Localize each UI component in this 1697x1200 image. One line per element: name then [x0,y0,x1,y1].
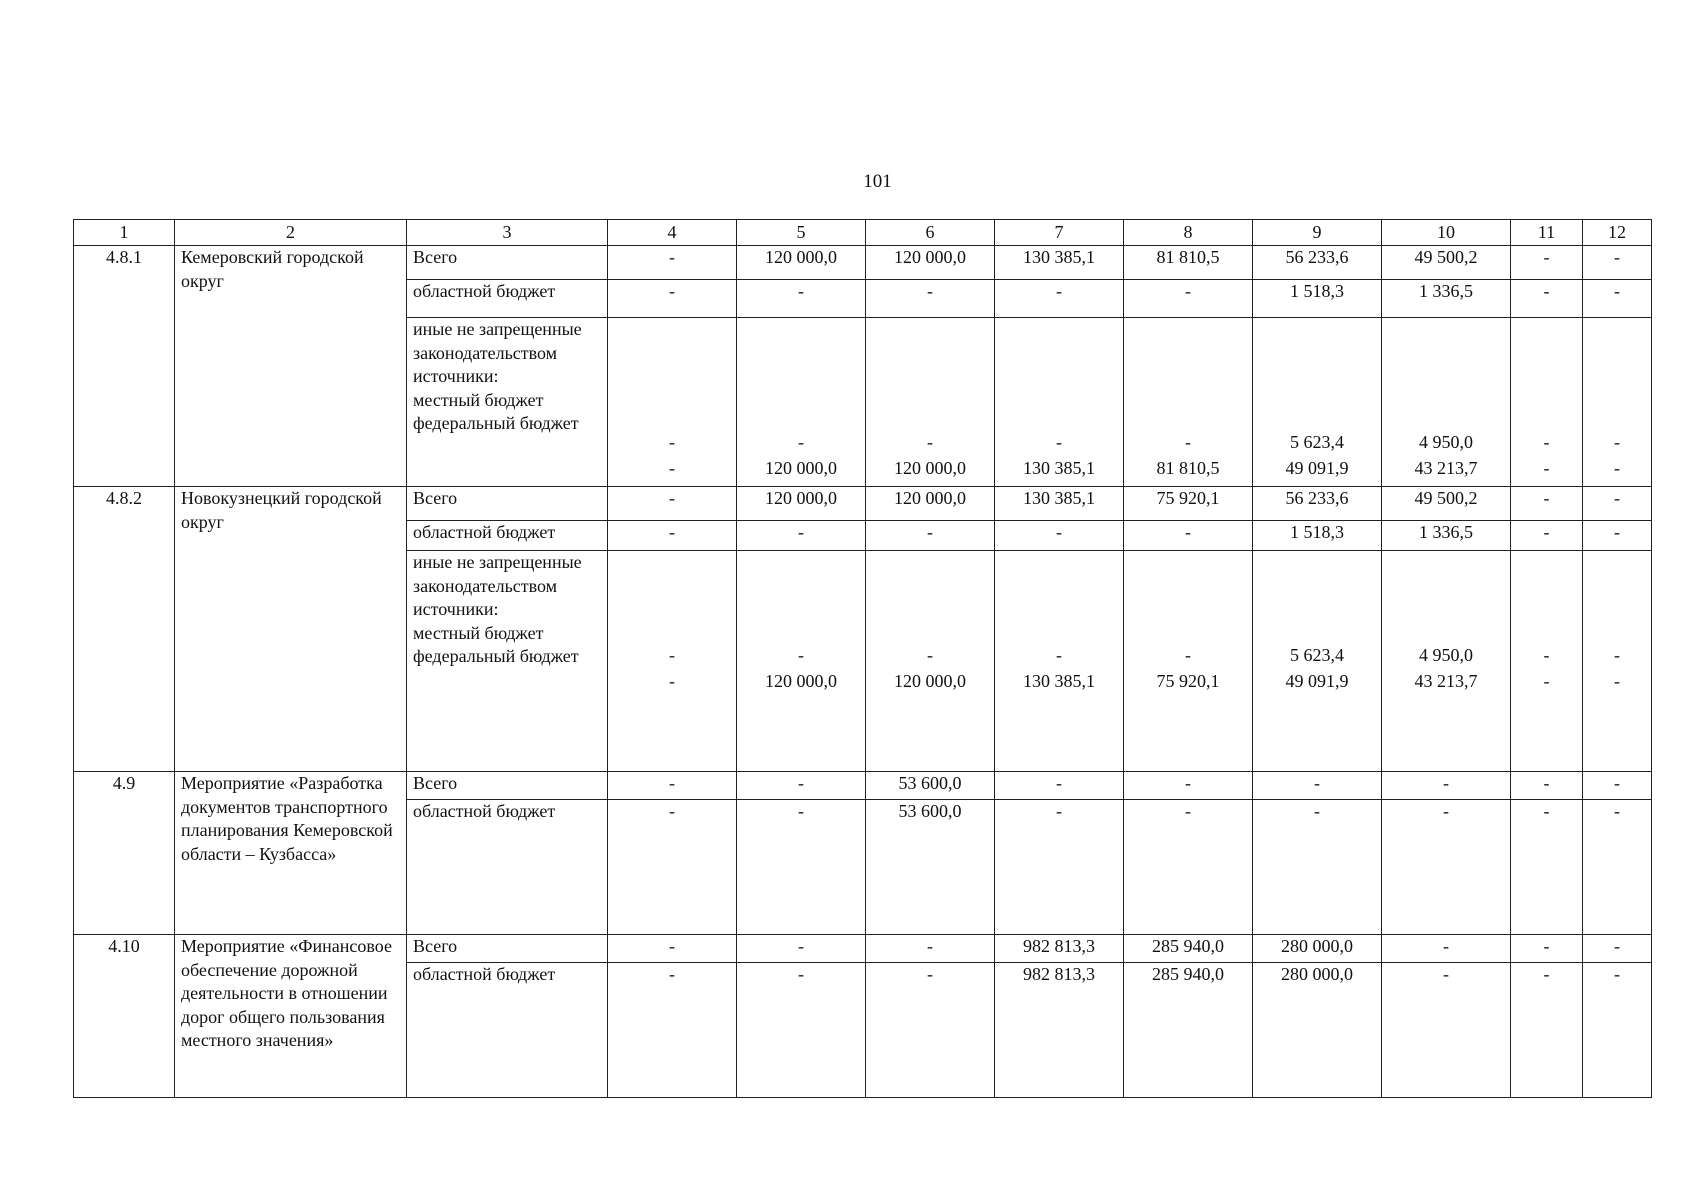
value: 5 623,4 [1290,645,1344,665]
value-cell: - [1511,935,1583,963]
value-cell: - [1511,521,1583,551]
value-cell: - [1583,772,1652,800]
value: - [1614,457,1620,478]
value-cell: - [608,521,737,551]
value: - [1056,645,1062,665]
value-cell: - [1382,800,1511,935]
table-body [74,246,1652,1098]
value: 4 950,0 [1419,432,1473,452]
value-cell: - [1511,800,1583,935]
value-cell: 81 810,5 [1124,246,1253,280]
value-cell: 982 813,3 [995,935,1124,963]
value-cell: - [995,521,1124,551]
value: - [1056,432,1062,452]
value-spacer [1001,693,1117,697]
value-cell: - [1583,521,1652,551]
header-cell: 4 [608,220,737,246]
value-cell [995,318,1124,487]
value-cell [737,551,866,772]
value-cell: 49 500,2 [1382,487,1511,521]
value-cell: - [1583,963,1652,1098]
value: - [798,432,804,452]
value-cell: - [1511,280,1583,318]
value: 120 000,0 [894,670,966,691]
value-spacer [614,480,730,484]
value: 5 623,4 [1290,432,1344,452]
value: 81 810,5 [1156,457,1220,478]
value: 120 000,0 [894,457,966,478]
item-code-cell: 4.8.2 [74,487,175,772]
funding-source-label: федеральный бюджет [413,646,579,666]
value-spacer [1517,480,1576,484]
value: - [669,432,675,452]
value-cell [737,318,866,487]
value: - [1185,432,1191,452]
value-cell [995,551,1124,772]
value-cell: - [1124,280,1253,318]
value-cell: - [1583,487,1652,521]
value-cell [1253,318,1382,487]
value-cell: - [1124,521,1253,551]
value-cell [1511,318,1583,487]
value-cell: - [1511,487,1583,521]
table-row [74,246,1652,280]
value-cell: 75 920,1 [1124,487,1253,521]
funding-source-cell: областной бюджет [407,800,608,935]
value: - [1185,645,1191,665]
value: - [669,457,675,478]
value-cell: - [737,963,866,1098]
value-cell: 1 336,5 [1382,521,1511,551]
table-row [74,935,1652,963]
value: 49 091,9 [1285,670,1349,691]
value-cell: 1 518,3 [1253,521,1382,551]
page-number: 101 [863,171,892,192]
header-cell: 11 [1511,220,1583,246]
header-row [74,220,1652,246]
value-cell: - [1511,963,1583,1098]
value-cell: - [737,800,866,935]
value-spacer [1388,693,1504,697]
value-cell: 130 385,1 [995,246,1124,280]
value-spacer [614,693,730,697]
value-cell [866,551,995,772]
funding-source-label: федеральный бюджет [413,413,579,433]
value-cell: 130 385,1 [995,487,1124,521]
value-cell: 53 600,0 [866,772,995,800]
value-cell: 280 000,0 [1253,963,1382,1098]
funding-source-cell: областной бюджет [407,963,608,1098]
value: 43 213,7 [1414,670,1478,691]
value: - [1543,670,1550,691]
value-spacer [743,480,859,484]
value-cell: 280 000,0 [1253,935,1382,963]
funding-source-label: местный бюджет [413,622,544,643]
value: - [1543,432,1550,452]
value: - [1614,670,1620,691]
value-cell: - [1511,246,1583,280]
table-row [74,487,1652,521]
value-cell [1583,551,1652,772]
value-cell: - [1511,772,1583,800]
value-cell [1382,318,1511,487]
value-cell [608,551,737,772]
value-cell [608,318,737,487]
header-cell: 10 [1382,220,1511,246]
funding-source-cell: областной бюджет [407,280,608,318]
value-cell: 56 233,6 [1253,246,1382,280]
value: - [1543,457,1550,478]
value-cell: - [995,800,1124,935]
value-spacer [1589,693,1645,697]
value-spacer [1001,480,1117,484]
value-cell: - [1583,280,1652,318]
header-cell: 9 [1253,220,1382,246]
value-cell [866,318,995,487]
value-cell [1382,551,1511,772]
value-cell: 285 940,0 [1124,935,1253,963]
value-cell: 56 233,6 [1253,487,1382,521]
value-cell: 53 600,0 [866,800,995,935]
value: 120 000,0 [765,457,837,478]
value: - [669,645,675,665]
value: - [1543,645,1550,665]
value-cell [1253,551,1382,772]
value-cell: 120 000,0 [737,487,866,521]
value-cell: - [608,487,737,521]
table-header [74,220,1652,246]
value: 49 091,9 [1285,457,1349,478]
item-name-cell: Мероприятие «Разработка документов транспортного планирования Кемеровской области – Кузбасса» [175,772,407,935]
value-spacer [872,693,988,697]
header-cell: 12 [1583,220,1652,246]
item-code-cell: 4.10 [74,935,175,1098]
value: - [798,645,804,665]
header-cell: 3 [407,220,608,246]
value-cell: - [608,800,737,935]
value-cell: - [1583,246,1652,280]
value-cell [1511,551,1583,772]
budget-table [73,219,1652,1098]
value: 75 920,1 [1156,670,1220,691]
header-cell: 5 [737,220,866,246]
value-cell: 120 000,0 [866,246,995,280]
value-cell: 120 000,0 [866,487,995,521]
value: - [1614,432,1620,452]
value-cell [1124,318,1253,487]
value-cell: - [1253,772,1382,800]
value-cell: - [1382,772,1511,800]
value-cell: - [866,935,995,963]
value: - [927,645,933,665]
funding-source-cell [407,551,608,772]
value-spacer [1589,480,1645,484]
value-cell: 1 518,3 [1253,280,1382,318]
value-spacer [1259,693,1375,697]
value-spacer [1259,480,1375,484]
funding-source-cell: Всего [407,246,608,280]
value: 130 385,1 [1023,670,1095,691]
value-cell [1124,551,1253,772]
value-spacer [872,480,988,484]
item-code-cell: 4.8.1 [74,246,175,487]
funding-source-label: местный бюджет [413,389,544,410]
value: - [669,670,675,691]
value-cell: - [995,772,1124,800]
value-cell: 49 500,2 [1382,246,1511,280]
value-cell: - [737,280,866,318]
value: 4 950,0 [1419,645,1473,665]
header-cell: 2 [175,220,407,246]
value-spacer [1130,693,1246,697]
value: 130 385,1 [1023,457,1095,478]
header-cell: 8 [1124,220,1253,246]
item-name-cell: Новокузнецкий городской округ [175,487,407,772]
value-spacer [1388,480,1504,484]
funding-source-cell: областной бюджет [407,521,608,551]
value-cell: - [866,280,995,318]
funding-source-cell [407,318,608,487]
value-cell: - [1124,800,1253,935]
value-cell: - [995,280,1124,318]
header-cell: 6 [866,220,995,246]
value-spacer [1517,693,1576,697]
value-cell: - [608,935,737,963]
value: 120 000,0 [765,670,837,691]
value-cell: - [608,963,737,1098]
value-cell: - [1382,963,1511,1098]
funding-source-cell: Всего [407,935,608,963]
value-cell [1583,318,1652,487]
value-cell: - [866,963,995,1098]
value-cell: - [1382,935,1511,963]
item-name-cell: Мероприятие «Финансовое обеспечение дорожной деятельности в отношении дорог общего пользования местного значения» [175,935,407,1098]
value-cell: 982 813,3 [995,963,1124,1098]
funding-source-cell: Всего [407,487,608,521]
value-spacer [743,693,859,697]
funding-source-intro: иные не запрещенные законодательством источники: [413,319,582,386]
value-cell: - [1583,935,1652,963]
value-cell: - [608,280,737,318]
funding-source-cell: Всего [407,772,608,800]
value-cell: 120 000,0 [737,246,866,280]
value-cell: - [608,246,737,280]
value: - [927,432,933,452]
table-row [74,772,1652,800]
value-cell: - [737,521,866,551]
value-cell: - [737,772,866,800]
value-cell: - [1124,772,1253,800]
value-cell: - [1583,800,1652,935]
value: - [1614,645,1620,665]
funding-source-intro: иные не запрещенные законодательством источники: [413,552,582,619]
value-spacer [1130,480,1246,484]
header-cell: 1 [74,220,175,246]
value-cell: - [608,772,737,800]
header-cell: 7 [995,220,1124,246]
value-cell: - [737,935,866,963]
item-code-cell: 4.9 [74,772,175,935]
value-cell: - [866,521,995,551]
value-cell: - [1253,800,1382,935]
value: 43 213,7 [1414,457,1478,478]
value-cell: 285 940,0 [1124,963,1253,1098]
value-cell: 1 336,5 [1382,280,1511,318]
item-name-cell: Кемеровский городской округ [175,246,407,487]
